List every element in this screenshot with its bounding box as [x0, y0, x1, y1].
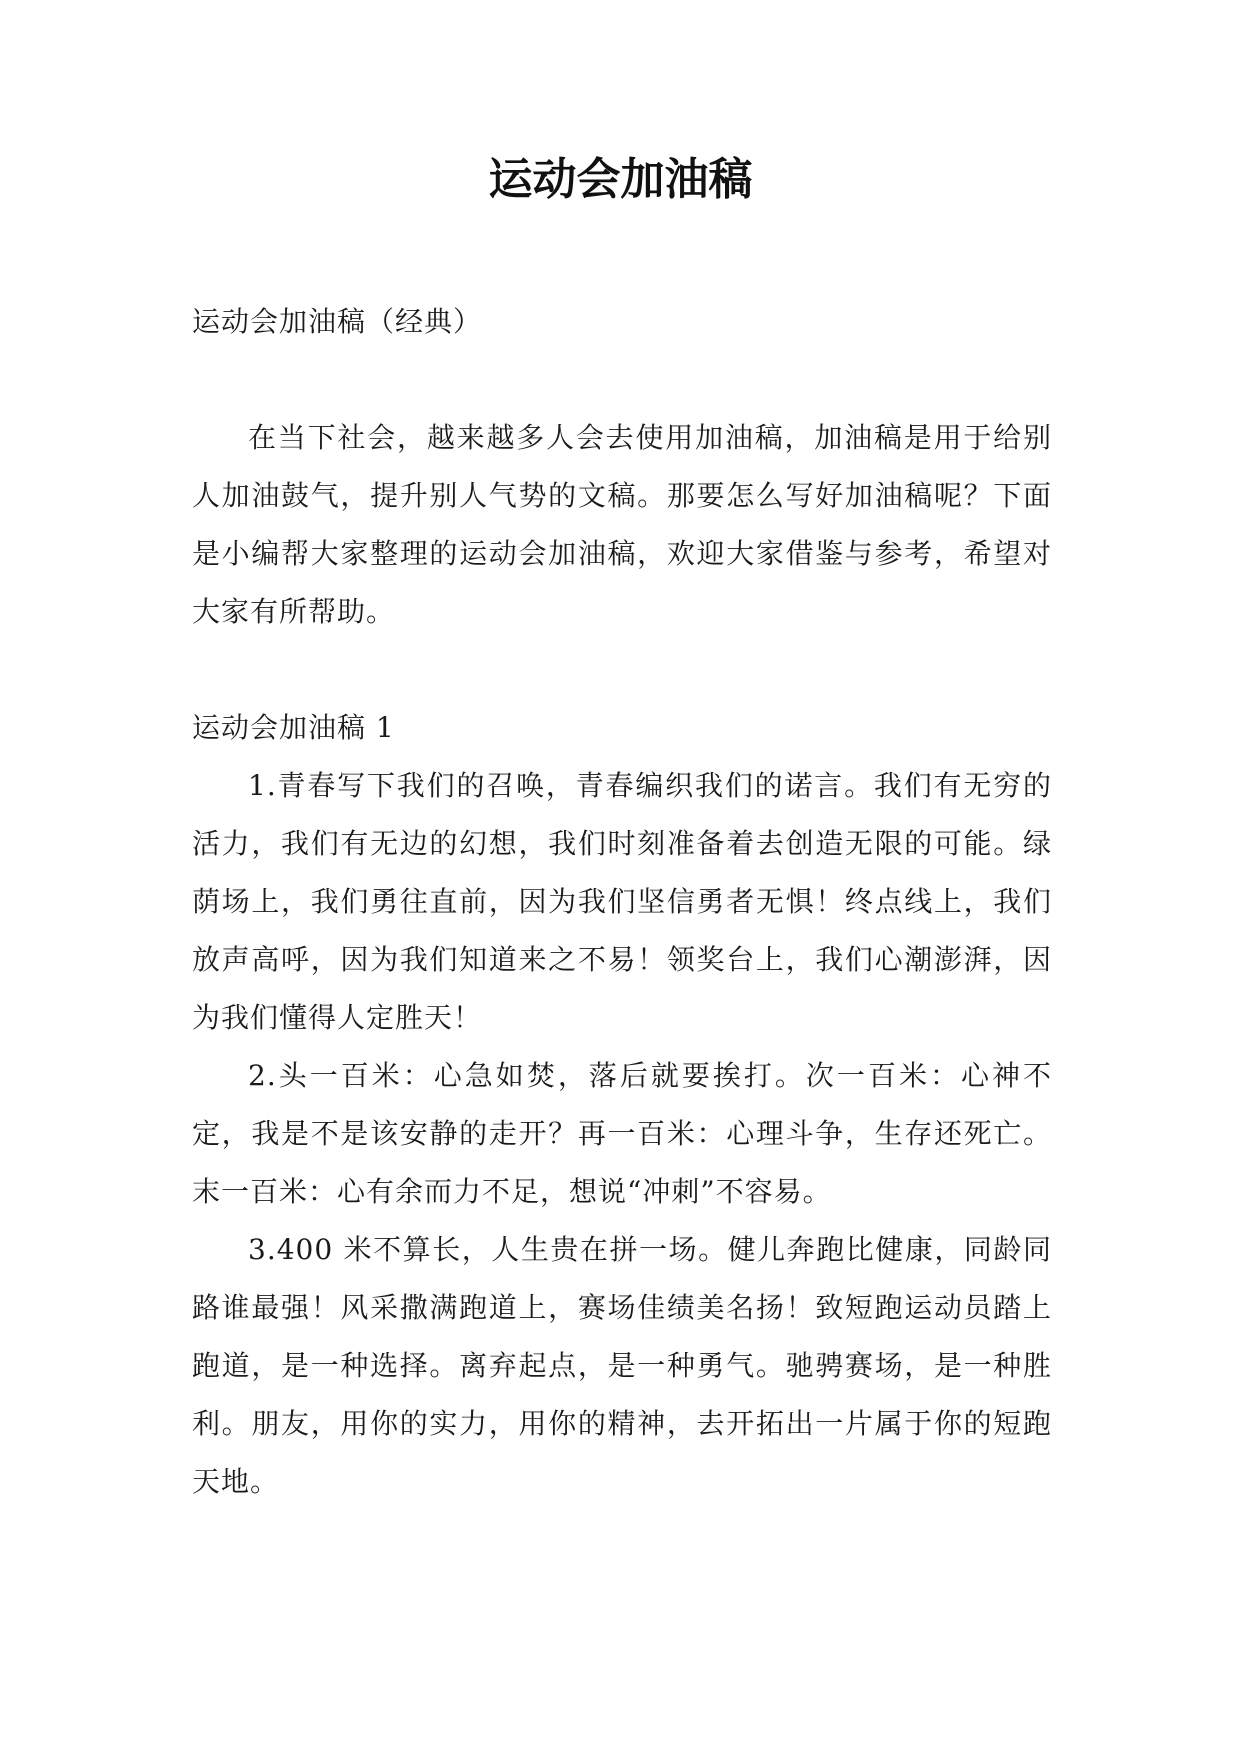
cheer-item-1: 1.青春写下我们的召唤，青春编织我们的诺言。我们有无穷的活力，我们有无边的幻想，我们时刻准备着去创造无限的可能。绿荫场上，我们勇往直前，因为我们坚信勇者无惧！终点线上，我们放声高呼，因为我们知道来之不易！领奖台上，我们心潮澎湃，因为我们懂得人定胜天！	[192, 769, 1052, 1034]
intro-paragraph: 在当下社会，越来越多人会去使用加油稿，加油稿是用于给别人加油鼓气，提升别人气势的文稿。那要怎么写好加油稿呢？下面是小编帮大家整理的运动会加油稿，欢迎大家借鉴与参考，希望对大家有所帮助。	[192, 421, 1052, 628]
cheer-item-2: 2.头一百米：心急如焚，落后就要挨打。次一百米：心神不定，我是不是该安静的走开？再一百米：心理斗争，生存还死亡。末一百米：心有余而力不足，想说“冲刺”不容易。	[192, 1059, 1052, 1208]
cheer-item-3: 3.400 米不算长，人生贵在拼一场。健儿奔跑比健康，同龄同路谁最强！风采撒满跑道上，赛场佳绩美名扬！致短跑运动员踏上跑道，是一种选择。离弃起点，是一种勇气。驰骋赛场，是一种胜利。朋友，用你的实力，用你的精神，去开拓出一片属于你的短跑天地。	[192, 1233, 1052, 1498]
section-heading: 运动会加油稿 1	[192, 711, 395, 744]
document-body	[192, 293, 1052, 1511]
document-title: 运动会加油稿	[488, 154, 753, 205]
document-subtitle: 运动会加油稿（经典）	[192, 305, 483, 338]
